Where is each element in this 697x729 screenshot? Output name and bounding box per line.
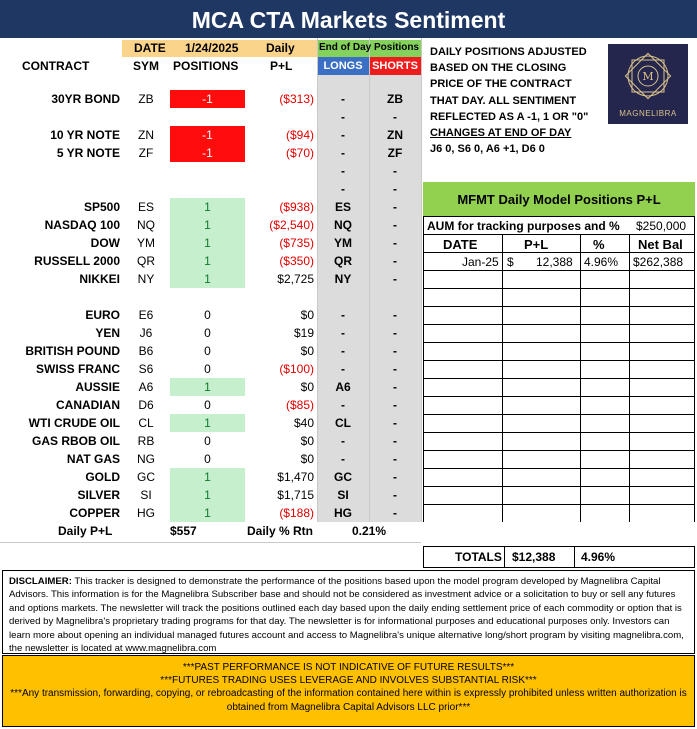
note-line: PRICE OF THE CONTRACT [430,78,572,91]
long-position: NQ [334,218,352,232]
pl-value: ($350) [279,254,314,268]
svg-text:M: M [642,70,654,83]
position-value: -1 [202,128,213,142]
mfmt-pct-header: % [593,237,605,252]
mfmt-row-date: Jan-25 [462,255,499,269]
long-position: - [341,344,345,358]
pl-value: $0 [300,380,314,394]
sentiment-sheet [0,38,697,570]
long-position: - [341,146,345,160]
position-value: 1 [204,470,211,484]
pl-value: ($938) [279,200,314,214]
long-position: CL [335,416,351,430]
position-value: 0 [204,398,211,412]
contract-name: YEN [95,326,120,340]
contract-name: BRITISH POUND [25,344,120,358]
position-value: 0 [204,362,211,376]
long-position: - [341,128,345,142]
short-position: ZF [387,146,403,160]
pl-value: ($188) [279,506,314,520]
long-position: NY [334,272,352,286]
totals-pl: $12,388 [512,550,556,564]
magnelibra-logo [608,44,688,124]
daily-label: Daily [266,41,295,55]
pl-value: ($313) [279,92,314,106]
position-value: 1 [204,416,211,430]
warning-line: ***Any transmission, forwarding, copying, or rebroadcasting of the information contained here within is expressly prohibited unless written authorization is obtained from Magnelibra Capital Advisors LLC prior*** [10,688,687,713]
contract-symbol: CL [138,416,154,430]
logo-wordmark: MAGNELIBRA [619,109,677,118]
long-position: - [341,434,345,448]
pl-value: $1,715 [277,488,314,502]
contract-name: DOW [90,236,120,250]
contract-symbol: S6 [138,362,154,376]
contract-name: RUSSELL 2000 [34,254,120,268]
short-position: - [393,272,397,286]
mfmt-row-netbal: $262,388 [633,255,684,269]
position-value: 0 [204,452,211,466]
contract-header: CONTRACT [22,59,90,73]
contract-name: SILVER [77,488,120,502]
long-position: YM [334,236,352,250]
note-line: BASED ON THE CLOSING [430,62,567,75]
position-value: 0 [204,326,211,340]
risk-warning [2,655,695,727]
pl-value: $0 [300,308,314,322]
contract-symbol: NG [137,452,155,466]
long-position: - [341,452,345,466]
note-line: THAT DAY. ALL SENTIMENT [430,94,577,107]
contract-name: GAS RBOB OIL [31,434,120,448]
short-position: - [393,218,397,232]
contract-symbol: NY [137,272,155,286]
page-title: MCA CTA Markets Sentiment [0,0,697,38]
long-position: - [341,110,345,124]
short-position: - [393,326,397,340]
short-position: - [393,506,397,520]
position-note [430,44,605,157]
daily-rtn-label: Daily % Rtn [247,524,314,538]
contract-name: SP500 [83,200,120,214]
note-line: REFLECTED AS A -1, 1 OR "0" [430,110,589,123]
long-position: - [341,164,345,178]
contract-symbol: ES [137,200,154,214]
pl-value: ($85) [285,398,314,412]
footer-divider [0,542,421,543]
contract-symbol: B6 [138,344,154,358]
contract-symbol: J6 [139,326,153,340]
longs-header: LONGS [323,60,363,72]
contract-symbol: RB [137,434,155,448]
position-value: 1 [204,380,211,394]
long-position: QR [334,254,352,268]
daily-rtn-value: 0.21% [352,524,387,538]
short-position: - [393,254,397,268]
pl-value: $1,470 [277,470,314,484]
position-value: 1 [204,254,211,268]
short-position: - [393,182,397,196]
mfmt-row-pct: 4.96% [584,255,619,269]
sym-header: SYM [133,59,160,73]
short-position: - [393,452,397,466]
mfmt-row-pl: 12,388 [536,255,573,269]
contract-name: AUSSIE [75,380,120,394]
long-position: - [341,182,345,196]
eod-positions-label: End of Day Positions [318,42,419,53]
pl-value: ($70) [285,146,314,160]
long-position: SI [337,488,349,502]
position-value: 0 [204,434,211,448]
contract-name: EURO [85,308,120,322]
long-position: ES [334,200,351,214]
short-position: - [393,380,397,394]
mfmt-title: MFMT Daily Model Positions P+L [423,182,695,216]
long-position: HG [334,506,352,520]
totals-divider [504,547,505,567]
contract-name: NAT GAS [66,452,120,466]
contract-symbol: YM [137,236,155,250]
contract-name: 5 YR NOTE [56,146,120,160]
contract-symbol: GC [137,470,155,484]
disclaimer-label: DISCLAIMER: [9,576,72,587]
mfmt-date-header: DATE [443,237,478,252]
contract-symbol: A6 [138,380,154,394]
contract-symbol: NQ [137,218,155,232]
short-position: - [393,344,397,358]
position-value: -1 [202,146,213,160]
long-position: - [341,398,345,412]
short-position: - [393,488,397,502]
mfmt-netbal-header: Net Bal [638,237,683,252]
short-position: - [393,362,397,376]
short-position: - [393,164,397,178]
date-value: 1/24/2025 [185,41,239,55]
contract-symbol: SI [140,488,152,502]
daily-pl-value: $557 [170,524,197,538]
position-value: 1 [204,506,211,520]
contract-name: WTI CRUDE OIL [28,416,120,430]
warning-line: ***FUTURES TRADING USES LEVERAGE AND INVOLVES SUBSTANTIAL RISK*** [160,675,537,687]
position-value: 1 [204,218,211,232]
pl-value: $0 [300,434,314,448]
long-position: - [341,308,345,322]
contract-name: COPPER [69,506,120,520]
long-position: - [341,362,345,376]
position-value: 1 [204,488,211,502]
contract-symbol: HG [137,506,155,520]
pl-value: $0 [300,344,314,358]
mfmt-row-pl-sign: $ [507,255,514,269]
contract-name: NASDAQ 100 [44,218,120,232]
pl-value: ($2,540) [269,218,314,232]
disclaimer [2,570,695,654]
pl-value: $19 [293,326,314,340]
long-position: - [341,326,345,340]
mfmt-pl-header: P+L [524,237,549,252]
short-position: - [393,470,397,484]
pl-value: $40 [293,416,314,430]
short-position: - [393,236,397,250]
contract-name: CANADIAN [56,398,120,412]
short-position: - [393,308,397,322]
totals-pct: 4.96% [581,550,616,564]
totals-divider [574,547,575,567]
position-value: 1 [204,200,211,214]
pl-value: ($94) [285,128,314,142]
position-value: 1 [204,236,211,250]
pl-header: P+L [270,59,293,73]
contract-name: NIKKEI [79,272,120,286]
shorts-header: SHORTS [372,60,418,72]
contract-symbol: ZF [138,146,154,160]
contract-symbol: E6 [138,308,154,322]
short-position: - [393,398,397,412]
contract-name: 10 YR NOTE [50,128,120,142]
short-position: ZB [387,92,403,106]
positions-header: POSITIONS [173,59,239,73]
contract-name: SWISS FRANC [36,362,120,376]
contract-symbol: ZN [138,128,154,142]
pl-value: ($100) [279,362,314,376]
contract-symbol: ZB [138,92,154,106]
long-position: - [341,92,345,106]
warning-line: ***PAST PERFORMANCE IS NOT INDICATIVE OF FUTURE RESULTS*** [182,662,515,673]
date-label: DATE [134,41,166,55]
pl-value: ($735) [279,236,314,250]
short-position: - [393,434,397,448]
disclaimer-text: This tracker is designed to demonstrate the performance of the positions based upon the model program developed by Magnelibra Capital Advisors. This information is for the Magnelibra Subscriber base and should not be considered as investment advice or a solicitation to buy or sell any futures and options markets. The newsletter will track the positions outlined each day based upon the daily ending settlement price of each commodity or option that is derived by Magnelibra's proprietary trading programs for that day. The newsletter is for informational purposes and educational purposes only. Investors can learn more about opening an individual managed futures account and access to Magnelibra's unique alternative long/short program by visiting magnelibra.com, the newsletter is located at www.magnelibra.com [9,576,684,655]
aum-label: AUM for tracking purposes and % [427,219,620,233]
short-position: - [393,200,397,214]
position-value: 0 [204,308,211,322]
position-value: 0 [204,344,211,358]
pl-value: $0 [300,452,314,466]
note-line: DAILY POSITIONS ADJUSTED [430,46,587,58]
contract-symbol: D6 [138,398,154,412]
pl-value: $2,725 [277,272,314,286]
daily-pl-label: Daily P+L [58,524,113,538]
contract-symbol: QR [137,254,155,268]
note-changes-heading: CHANGES AT END OF DAY [430,127,572,140]
contract-name: 30YR BOND [51,92,120,106]
column-divider [421,38,422,522]
note-changes: J6 0, S6 0, A6 +1, D6 0 [430,143,545,156]
aum-value: $250,000 [636,219,687,233]
position-value: 1 [204,272,211,286]
long-position: A6 [335,380,351,394]
short-position: - [393,416,397,430]
position-value: -1 [202,92,213,106]
totals-label: TOTALS [455,550,502,564]
long-position: GC [334,470,352,484]
contract-name: GOLD [85,470,120,484]
short-position: ZN [387,128,403,142]
short-position: - [393,110,397,124]
totals-row [423,546,695,568]
